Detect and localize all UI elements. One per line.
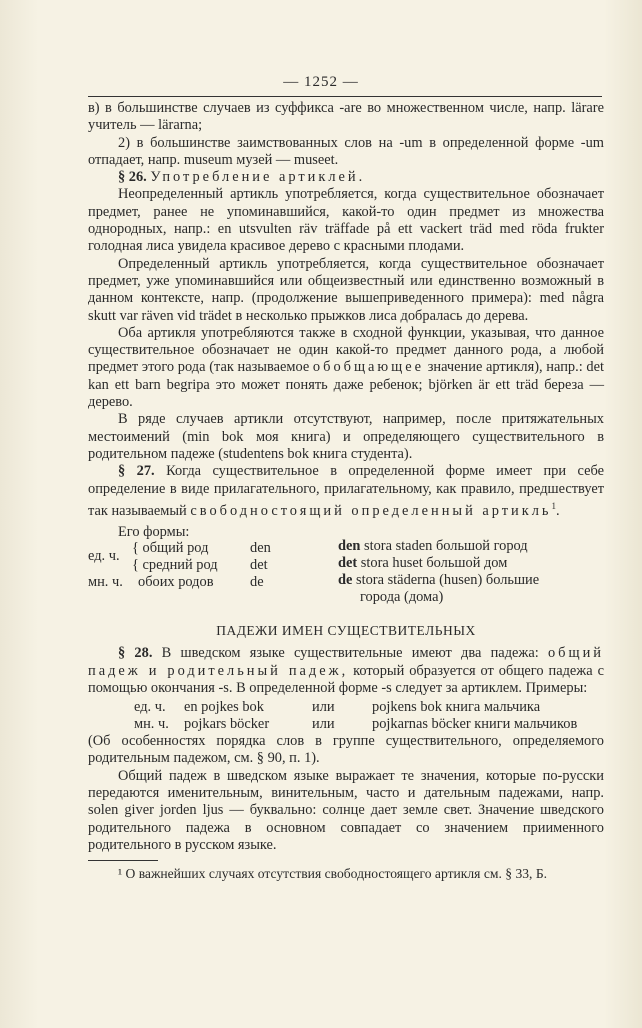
section-28-text-a: В шведском языке существительные имеют два падежа: xyxy=(161,645,539,662)
paragraph-no-article: В ряде случаев артикли отсутствуют, например, после притяжательных местоимений (min bok моя книга) и определяющего существительного в родительном падеже (studentens bok книга студента). xyxy=(88,411,604,462)
form-example-1 xyxy=(338,538,528,555)
spaced-term-cases: общий падеж и родительный падеж, xyxy=(88,645,604,679)
form-de: de xyxy=(250,573,264,590)
header-rule xyxy=(88,96,602,97)
forms-singular-label: ед. ч. xyxy=(88,547,120,564)
section-28-label: § 28. xyxy=(118,645,153,662)
spaced-term-generalizing: обобщающее xyxy=(312,359,425,376)
footnote-marker: 1 xyxy=(551,500,556,511)
form-example-2-article: det xyxy=(338,554,358,571)
forms-neuter-gender: { средний род xyxy=(132,556,218,573)
paragraph-both-articles-a: Оба артикля употребляются также в сходной функции, указывая, что данное существительное обозначает не один какой-то предмет данного рода, а любой предмет этого рода (так называемое xyxy=(88,324,604,376)
paragraph-both-articles xyxy=(88,325,604,411)
forms-common-gender: { общий род xyxy=(132,539,209,556)
section-26-title: Употребление артиклей. xyxy=(150,169,366,186)
section-26-label: § 26. xyxy=(118,169,147,186)
section-26-heading xyxy=(88,169,604,186)
paragraph-word-order-note: (Об особенностях порядка слов в группе существительного, определяемого родительным падежом, см. § 90, п. 1). xyxy=(88,733,604,767)
form-det: det xyxy=(250,556,268,573)
example-pl-def: pojkarnas böcker книги мальчиков xyxy=(372,716,578,733)
paragraph-are-suffix: в) в большинстве случаев из суффикса -are во множественном числе, напр. lärare учитель — lärarna; xyxy=(88,100,604,134)
section-27-paragraph xyxy=(88,463,604,520)
page-body xyxy=(88,100,604,882)
example-pl-indef: pojkars böcker xyxy=(184,716,270,733)
section-27-text: Когда существительное в определенной форме имеет при себе определение в виде прилагательного, прилагательному, как правило, предшествует так называемый xyxy=(88,463,604,519)
forms-plural-label: мн. ч. xyxy=(88,573,123,590)
form-example-3-text: stora städerna (husen) большие xyxy=(356,571,540,588)
footnote: ¹ О важнейших случаях отсутствия свободностоящего артикля см. § 33, Б. xyxy=(118,866,548,882)
section-28-text-c: который образуется от общего падежа с помощью окончания -s. В определенной форме -s следует за артиклем. Примеры: xyxy=(88,662,604,696)
example-sg-indef: en pojkes bok xyxy=(184,699,264,716)
paragraph-common-case: Общий падеж в шведском языке выражает те значения, которые по-русски передаются именительным, винительным, часто и дательным падежами, напр. solen giver jorden ljus — буквально: солнце дает земле свет. Значение шведского родительного падежа в основном совпадает со значением приименного родительного в русском языке. xyxy=(88,767,604,853)
spaced-term-free-article: свободностоящий определенный артикль xyxy=(190,502,552,519)
paragraph-definite-article: Определенный артикль употребляется, когда существительное обозначает предмет, уже упоминавшийся или общеизвестный или единственно возможный в данном контексте, напр. (продолжение вышеприведенного примера): med några skutt var räven vid trädet в несколько прыжков лиса добралась до дерева. xyxy=(88,255,604,324)
section-27-label: § 27. xyxy=(118,463,155,480)
form-example-2 xyxy=(338,555,507,572)
form-den: den xyxy=(250,539,271,556)
form-example-1-text: stora staden большой город xyxy=(364,537,528,554)
article-forms-table xyxy=(88,524,604,610)
form-example-3-article: de xyxy=(338,571,353,588)
page-number: — 1252 — xyxy=(283,74,359,90)
example-or-1: или xyxy=(312,699,335,716)
example-sg-label: ед. ч. xyxy=(134,699,166,716)
form-example-3 xyxy=(338,572,539,589)
example-pl-label: мн. ч. xyxy=(134,716,169,733)
example-or-2: или xyxy=(312,716,335,733)
paragraph-um-words: 2) в большинстве заимствованных слов на -um в определенной форме -um отпадает, напр. museum музей — museet. xyxy=(88,134,604,168)
forms-intro: Его формы: xyxy=(118,523,190,540)
paragraph-both-articles-c: значение артикля), напр.: det kan ett barn begripa это может понять даже ребенок; björken är ett träd береза — дерево. xyxy=(88,359,604,411)
form-example-1-article: den xyxy=(338,537,361,554)
footnote-rule xyxy=(88,860,158,861)
form-example-3-cont: города (дома) xyxy=(360,588,444,605)
form-example-2-text: stora huset большой дом xyxy=(360,554,508,571)
forms-both-genders: обоих родов xyxy=(138,573,214,590)
section-heading-cases: ПАДЕЖИ ИМЕН СУЩЕСТВИТЕЛЬНЫХ xyxy=(216,622,476,638)
genitive-examples xyxy=(88,699,604,733)
example-sg-def: pojkens bok книга мальчика xyxy=(372,699,541,716)
paragraph-indefinite-article: Неопределенный артикль употребляется, когда существительное обозначает предмет, ранее не упоминавшийся, какой-то один предмет из множества однородных, напр.: en utsvulten räv träffade på ett vackert träd med röda frukter голодная лиса увидела красивое дерево с красными плодами. xyxy=(88,186,604,255)
section-28-paragraph xyxy=(88,645,604,697)
section-27-end: . xyxy=(555,502,560,519)
